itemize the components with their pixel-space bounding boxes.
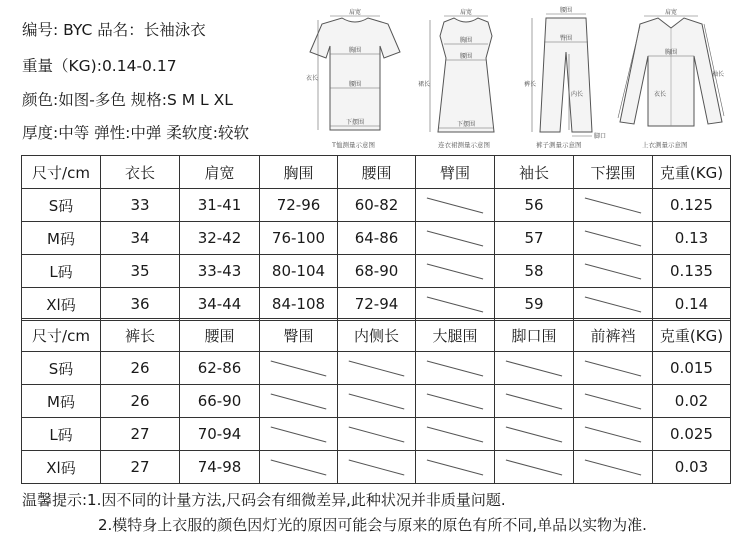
not-applicable-cell (495, 385, 574, 418)
table-cell: 74-98 (180, 451, 260, 484)
header-cell: 臂围 (416, 156, 495, 189)
diagram-label: 内长 (571, 91, 584, 98)
not-applicable-cell (338, 451, 416, 484)
header-cell: 尺寸/cm (22, 156, 101, 189)
diagram-label: 腰围 (559, 7, 573, 14)
header-cell: 衣长 (101, 156, 180, 189)
table-row (22, 352, 731, 385)
table-row (22, 255, 731, 288)
header-cell: 臀围 (260, 319, 338, 352)
not-applicable-cell (260, 451, 338, 484)
table-cell: 72-94 (338, 288, 416, 321)
header-cell: 胸围 (260, 156, 338, 189)
header-cell: 下摆围 (574, 156, 653, 189)
not-applicable-cell (416, 451, 495, 484)
table-cell: S码 (22, 189, 101, 222)
weight-range: 重量（KG):0.14-0.17 (22, 57, 177, 75)
diagram-label: 袖长 (712, 71, 725, 78)
not-applicable-cell (495, 352, 574, 385)
not-applicable-cell (416, 418, 495, 451)
diagram-label: 下摆围 (456, 121, 476, 128)
table-cell: M码 (22, 222, 101, 255)
table-cell: M码 (22, 385, 101, 418)
table-cell: 59 (495, 288, 574, 321)
diagram-label: 胸围 (664, 49, 678, 56)
table-cell: 27 (101, 451, 180, 484)
note-line-1: 温馨提示:1.因不同的计量方法,尺码会有细微差异,此种状况并非质量问题. (22, 491, 506, 509)
pants-measure-diagram (524, 6, 608, 154)
not-applicable-cell (416, 255, 495, 288)
jacket-measure-diagram (614, 6, 728, 154)
not-applicable-cell (574, 222, 653, 255)
not-applicable-cell (416, 288, 495, 321)
diagram-label: 下摆围 (345, 119, 365, 126)
table-cell: 84-108 (260, 288, 338, 321)
note-line-2: 2.模特身上衣服的颜色因灯光的原因可能会与原来的原色有所不同,单品以实物为准. (98, 516, 647, 534)
diagram-label: 臀围 (559, 35, 573, 42)
table-cell: 64-86 (338, 222, 416, 255)
table-cell: 68-90 (338, 255, 416, 288)
header-cell: 前裤裆 (574, 319, 653, 352)
table-cell: 70-94 (180, 418, 260, 451)
diagram-label: 胸围 (348, 47, 362, 54)
header-cell: 裤长 (101, 319, 180, 352)
table-cell: 0.02 (653, 385, 731, 418)
table-cell: 66-90 (180, 385, 260, 418)
diagram-label: 衣长 (654, 91, 667, 98)
table-cell: 0.14 (653, 288, 731, 321)
table-cell: Xl码 (22, 451, 101, 484)
table-cell: 36 (101, 288, 180, 321)
diagram-label: 肩宽 (664, 9, 678, 16)
table-cell: Xl码 (22, 288, 101, 321)
table-cell: 26 (101, 385, 180, 418)
table-cell: 34-44 (180, 288, 260, 321)
dress-measure-diagram (414, 6, 518, 154)
not-applicable-cell (260, 385, 338, 418)
not-applicable-cell (416, 385, 495, 418)
table-cell: 60-82 (338, 189, 416, 222)
table-cell: 72-96 (260, 189, 338, 222)
tshirt-measure-diagram (304, 6, 406, 154)
not-applicable-cell (338, 418, 416, 451)
table-cell: 56 (495, 189, 574, 222)
table-cell: 0.125 (653, 189, 731, 222)
not-applicable-cell (416, 189, 495, 222)
table-cell: 0.025 (653, 418, 731, 451)
not-applicable-cell (416, 352, 495, 385)
table-cell: 31-41 (180, 189, 260, 222)
color-and-sizes: 颜色:如图-多色 规格:S M L XL (22, 91, 233, 109)
not-applicable-cell (338, 385, 416, 418)
fabric-properties: 厚度:中等 弹性:中弹 柔软度:较软 (22, 124, 250, 142)
header-cell: 脚口围 (495, 319, 574, 352)
diagram-label: 衣长 (306, 75, 319, 82)
not-applicable-cell (574, 451, 653, 484)
header-cell: 内侧长 (338, 319, 416, 352)
diagram-label: 腰围 (348, 81, 362, 88)
diagram-label: 裤长 (524, 81, 537, 88)
diagram-label: 脚口 (594, 133, 607, 140)
diagram-caption: 连衣裙测量示意图 (438, 141, 490, 149)
not-applicable-cell (338, 352, 416, 385)
diagram-label: 肩宽 (459, 9, 473, 16)
diagram-label: 腰围 (459, 53, 473, 60)
item-code-name: 编号: BYC 品名：长袖泳衣 (22, 21, 206, 39)
header-cell: 克重(KG) (653, 156, 731, 189)
diagram-caption: T恤测量示意图 (332, 141, 375, 149)
not-applicable-cell (574, 385, 653, 418)
not-applicable-cell (574, 189, 653, 222)
top-size-table (21, 155, 731, 321)
table-cell: L码 (22, 255, 101, 288)
table-row (22, 288, 731, 321)
table-cell: 0.135 (653, 255, 731, 288)
diagram-label: 胸围 (459, 37, 473, 44)
header-cell: 腰围 (180, 319, 260, 352)
table-cell: 35 (101, 255, 180, 288)
table-cell: 34 (101, 222, 180, 255)
header-cell: 腰围 (338, 156, 416, 189)
not-applicable-cell (495, 418, 574, 451)
table-cell: 58 (495, 255, 574, 288)
diagram-caption: 裤子测量示意图 (536, 141, 582, 149)
table-row (22, 418, 731, 451)
table-cell: 33-43 (180, 255, 260, 288)
table-cell: L码 (22, 418, 101, 451)
table-cell: 80-104 (260, 255, 338, 288)
table-cell: 57 (495, 222, 574, 255)
bottom-size-table (21, 318, 731, 484)
table-row (22, 385, 731, 418)
table-cell: 0.03 (653, 451, 731, 484)
not-applicable-cell (260, 352, 338, 385)
header-cell: 克重(KG) (653, 319, 731, 352)
table-cell: 76-100 (260, 222, 338, 255)
table-cell: 26 (101, 352, 180, 385)
header-cell: 肩宽 (180, 156, 260, 189)
table-cell: 33 (101, 189, 180, 222)
header-cell: 尺寸/cm (22, 319, 101, 352)
diagram-label: 肩宽 (348, 9, 362, 16)
not-applicable-cell (495, 451, 574, 484)
header-cell: 大腿围 (416, 319, 495, 352)
not-applicable-cell (574, 352, 653, 385)
not-applicable-cell (416, 222, 495, 255)
table-row (22, 222, 731, 255)
not-applicable-cell (574, 418, 653, 451)
table-cell: 32-42 (180, 222, 260, 255)
table-header-row (22, 319, 731, 352)
table-cell: 0.015 (653, 352, 731, 385)
table-header-row (22, 156, 731, 189)
table-row (22, 189, 731, 222)
not-applicable-cell (574, 255, 653, 288)
table-cell: 27 (101, 418, 180, 451)
table-cell: S码 (22, 352, 101, 385)
not-applicable-cell (260, 418, 338, 451)
not-applicable-cell (574, 288, 653, 321)
table-row (22, 451, 731, 484)
diagram-caption: 上衣测量示意图 (642, 141, 688, 149)
diagram-label: 裙长 (418, 81, 431, 88)
header-cell: 袖长 (495, 156, 574, 189)
table-cell: 62-86 (180, 352, 260, 385)
table-cell: 0.13 (653, 222, 731, 255)
